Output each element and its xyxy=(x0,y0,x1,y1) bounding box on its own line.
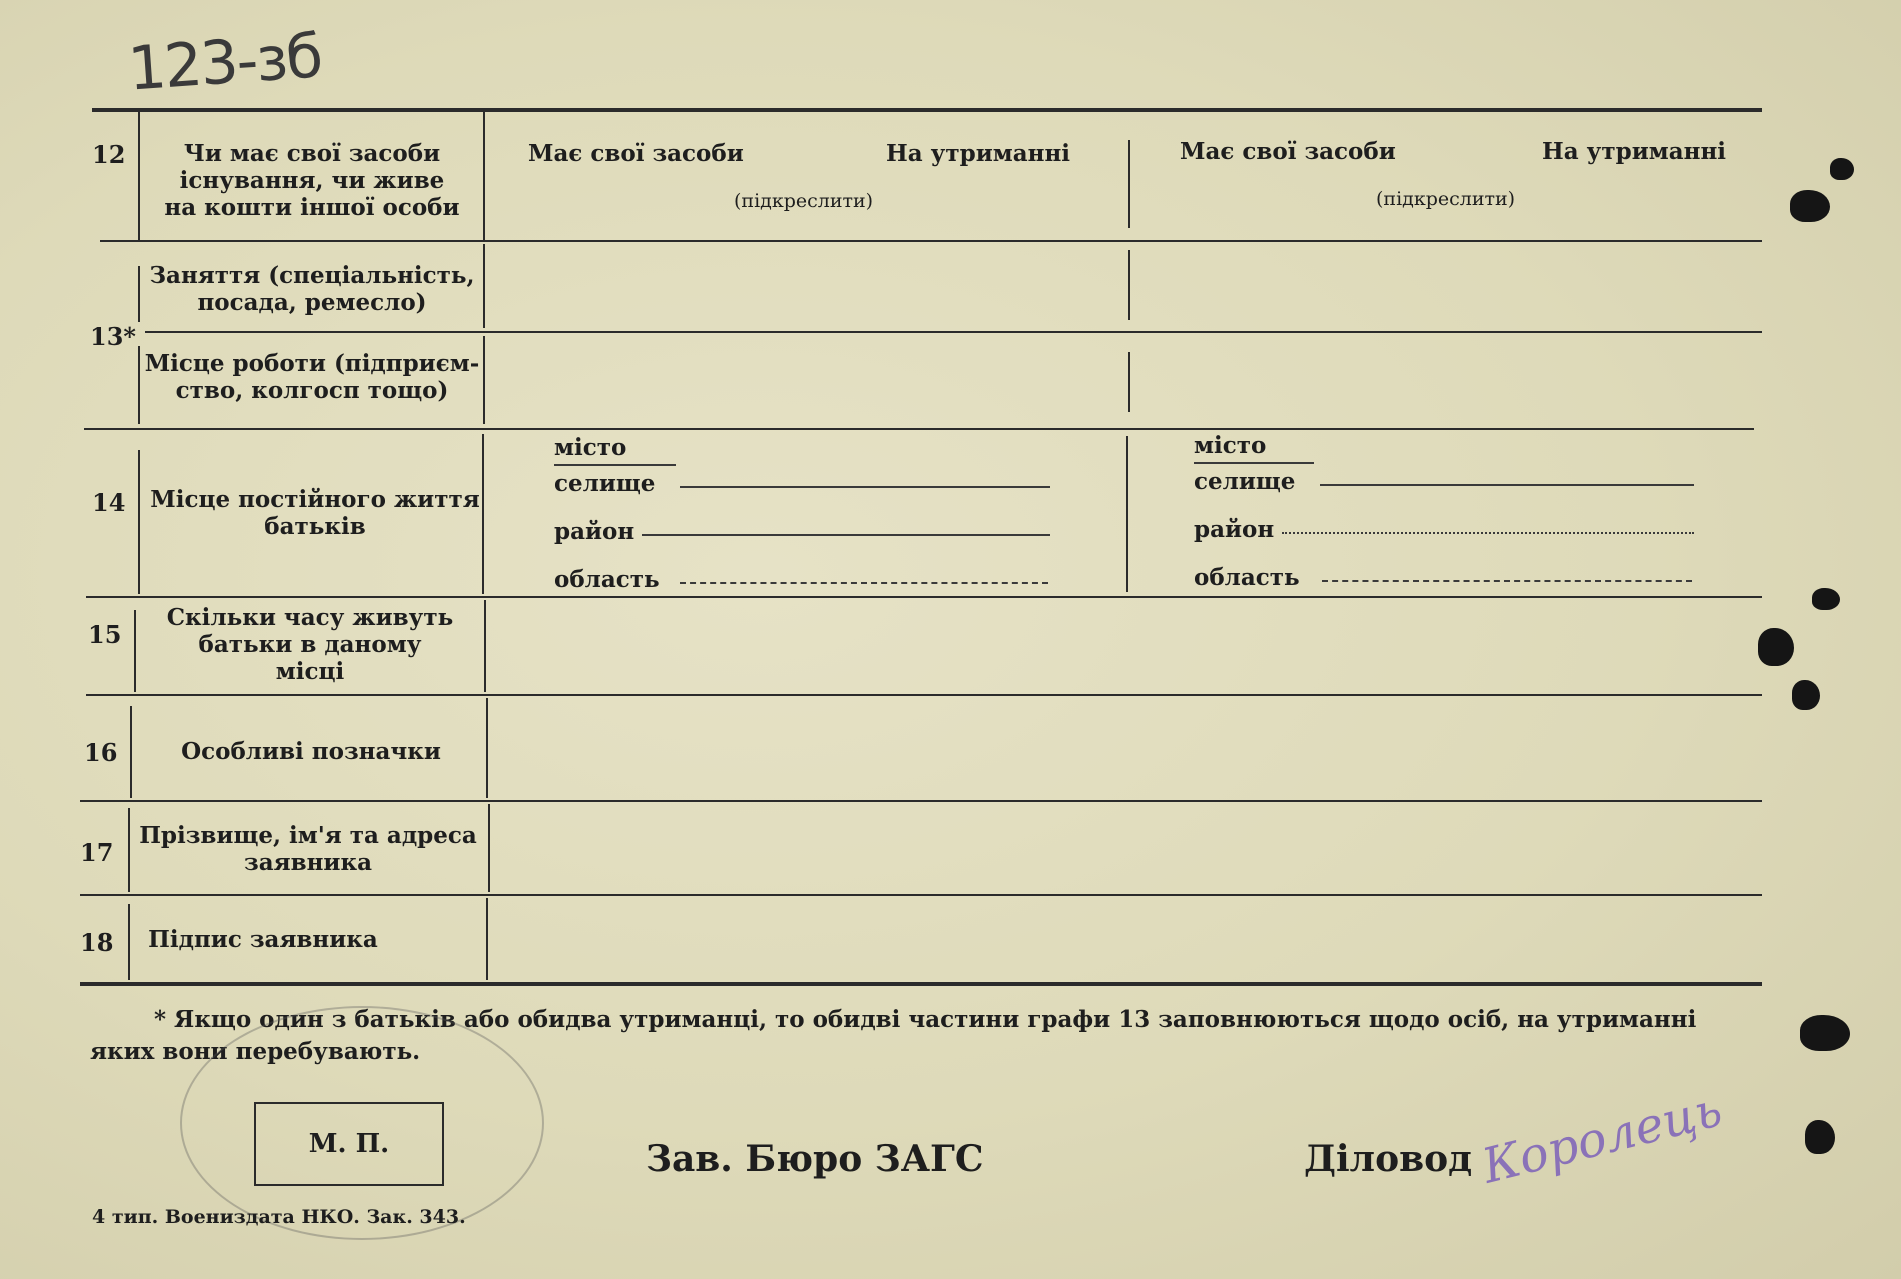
row-divider xyxy=(100,240,1762,242)
number-column-rule xyxy=(128,808,130,892)
field-district-label: район xyxy=(1194,516,1275,543)
field-settlement-label: селище xyxy=(1194,468,1296,495)
stamp-box: М. П. xyxy=(254,1102,444,1186)
row-12-label: Чи має свої засоби існування, чи живе на кошти іншої особи xyxy=(164,140,460,221)
punch-hole-icon xyxy=(1758,628,1794,666)
table-bottom-rule xyxy=(80,982,1762,986)
field-settlement-line xyxy=(680,486,1050,488)
clerk-label: Діловод xyxy=(1304,1138,1473,1180)
number-column-rule xyxy=(138,450,140,594)
row-number: 12 xyxy=(92,140,126,169)
punch-hole-icon xyxy=(1812,588,1840,610)
label-column-rule xyxy=(482,434,484,594)
row-number: 15 xyxy=(88,620,122,649)
row-divider xyxy=(80,800,1762,802)
label-column-rule xyxy=(488,804,490,892)
row-number: 13* xyxy=(90,322,136,351)
handwritten-number: 123-зб xyxy=(125,21,324,105)
field-district-line xyxy=(642,534,1050,536)
table-top-rule xyxy=(92,108,1762,112)
field-city-label: місто xyxy=(554,434,627,461)
parent-column-rule xyxy=(1128,352,1130,412)
row-divider xyxy=(84,428,1754,430)
row-17-label: Прізвище, ім'я та адреса заявника xyxy=(139,822,477,876)
number-column-rule xyxy=(138,346,140,424)
row-divider xyxy=(80,894,1762,896)
punch-hole-icon xyxy=(1790,190,1830,222)
option-own-means: Має свої засоби xyxy=(1180,138,1396,165)
underline-note: (підкреслити) xyxy=(1376,188,1516,210)
row-divider xyxy=(86,596,1762,598)
row-divider xyxy=(86,694,1762,696)
field-district-line xyxy=(1282,532,1694,534)
row-number: 18 xyxy=(80,928,114,957)
number-column-rule xyxy=(128,904,130,980)
clerk-signature: Королець xyxy=(1476,1081,1728,1195)
parent-column-rule xyxy=(1128,140,1130,228)
option-dependent: На утриманні xyxy=(1542,138,1727,165)
number-column-rule xyxy=(138,266,140,322)
field-city-line xyxy=(554,464,676,466)
row-18-label: Підпис заявника xyxy=(148,926,378,953)
field-region-line xyxy=(1322,580,1692,582)
field-settlement-label: селище xyxy=(554,470,656,497)
row-13-workplace-label: Місце роботи (підприєм- ство, колгосп тощо) xyxy=(144,350,480,404)
punch-hole-icon xyxy=(1792,680,1820,710)
underline-note: (підкреслити) xyxy=(734,190,874,212)
number-column-rule xyxy=(130,706,132,798)
field-region-label: область xyxy=(554,566,660,593)
row-14-label: Місце постійного життя батьків xyxy=(150,486,480,540)
punch-hole-icon xyxy=(1805,1120,1835,1154)
number-column-rule xyxy=(134,610,136,692)
row-number: 17 xyxy=(80,838,114,867)
label-column-rule xyxy=(483,112,485,240)
punch-hole-icon xyxy=(1800,1015,1850,1051)
punch-hole-icon xyxy=(1830,158,1854,180)
field-city-label: місто xyxy=(1194,432,1267,459)
label-column-rule xyxy=(486,698,488,798)
label-column-rule xyxy=(486,898,488,980)
option-dependent: На утриманні xyxy=(886,140,1071,167)
printer-imprint: 4 тип. Воениздата НКО. Зак. 343. xyxy=(92,1206,466,1228)
label-column-rule xyxy=(484,600,486,692)
parent-column-rule xyxy=(1126,436,1128,592)
field-region-label: область xyxy=(1194,564,1300,591)
footnote: * Якщо один з батьків або обидва утриманці, то обидві частини графи 13 заповнюються щодо осіб, на утриманні яких вони перебувають. xyxy=(90,1006,1697,1065)
label-column-rule xyxy=(483,244,485,328)
head-of-bureau-label: Зав. Бюро ЗАГС xyxy=(646,1138,984,1180)
row-15-label: Скільки часу живуть батьки в даному місці xyxy=(166,604,454,685)
row-number: 16 xyxy=(84,738,118,767)
label-column-rule xyxy=(483,336,485,424)
number-column-rule xyxy=(138,112,140,240)
option-own-means: Має свої засоби xyxy=(528,140,744,167)
row-13-occupation-label: Заняття (спеціальність, посада, ремесло) xyxy=(149,262,475,316)
field-city-line xyxy=(1194,462,1314,464)
parent-column-rule xyxy=(1128,250,1130,320)
row-16-label: Особливі позначки xyxy=(181,738,441,765)
field-settlement-line xyxy=(1320,484,1694,486)
row-divider xyxy=(145,331,1762,333)
field-district-label: район xyxy=(554,518,635,545)
field-region-line xyxy=(680,582,1048,584)
row-number: 14 xyxy=(92,488,126,517)
